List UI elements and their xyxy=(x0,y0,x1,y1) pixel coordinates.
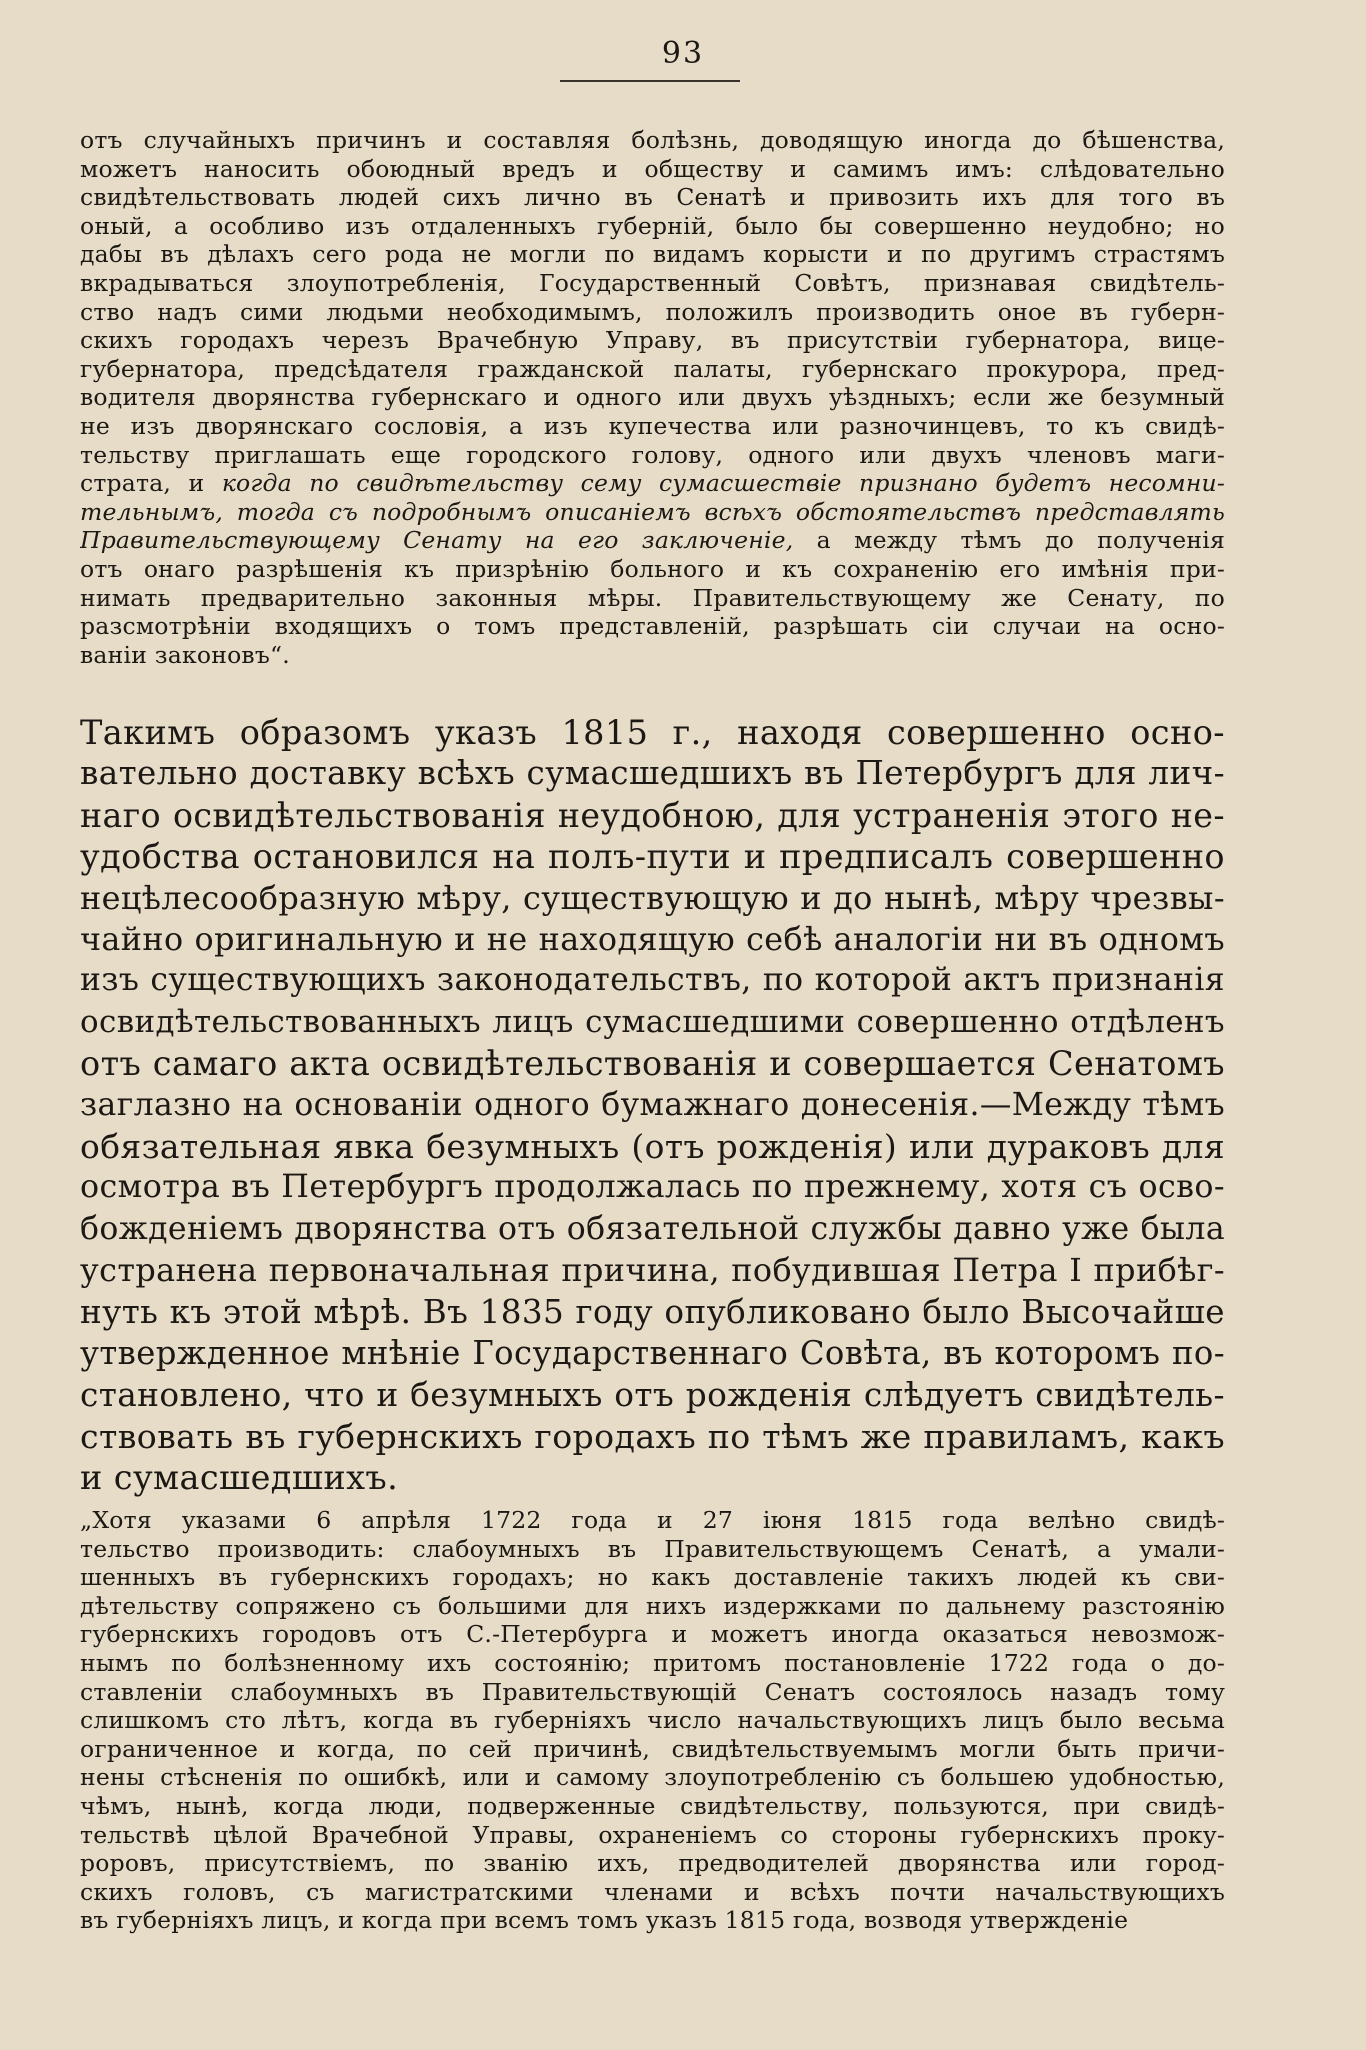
text-segment: разсмотрѣніи входящихъ о томъ представленій, разрѣшать сіи случаи на осно- xyxy=(80,612,1225,641)
text-line: осмотра въ Петербургъ продолжалась по прежнему, хотя съ осво- xyxy=(80,1169,1225,1206)
text-segment: ваніи законовъ“. xyxy=(80,640,290,669)
text-line: въ губерніяхъ лицъ, и когда при всемъ томъ указъ 1815 года, возводя утвержденіе xyxy=(80,1906,1129,1935)
text-line: удобства остановился на полъ-пути и предписалъ совершенно xyxy=(80,837,1225,877)
italic-text-segment: тельнымъ, тогда съ подробнымъ описаніемъ всѣхъ обстоятельствъ представлять xyxy=(80,497,1225,526)
text-line: освидѣтельствованныхъ лицъ сумасшедшими совершенно отдѣленъ xyxy=(80,1003,1225,1040)
text-line: наго освидѣтельствованія неудобною, для устраненія этого не- xyxy=(80,795,1225,835)
text-line xyxy=(80,498,1225,527)
page-number: 93 xyxy=(661,36,705,71)
text-segment: отъ случайныхъ причинъ и составляя болѣзнь, доводящую иногда до бѣшенства, xyxy=(80,126,1225,154)
text-line xyxy=(80,469,1225,498)
text-line xyxy=(80,555,1225,584)
text-line: Такимъ образомъ указъ 1815 г., находя совершенно осно- xyxy=(80,713,1225,752)
text-line xyxy=(80,240,1225,269)
text-line xyxy=(80,298,1225,327)
text-line: роровъ, присутствіемъ, по званію ихъ, предводителей дворянства или город- xyxy=(80,1849,1225,1878)
text-segment: ство надъ сими людьми необходимымъ, положилъ производить оное въ губерн- xyxy=(80,297,1225,326)
text-line xyxy=(80,383,1225,412)
italic-text-segment: когда по свидѣтельству сему сумасшествіе признано будетъ несомни- xyxy=(221,469,1225,498)
text-line xyxy=(80,441,1225,470)
text-line: „Хотя указами 6 апрѣля 1722 года и 27 іюня 1815 года велѣно свидѣ- xyxy=(80,1506,1225,1534)
text-line xyxy=(80,269,1225,298)
text-line: ствовать въ губернскихъ городахъ по тѣмъ же правиламъ, какъ xyxy=(80,1416,1225,1456)
quoted-decree-bottom xyxy=(80,1506,1225,1935)
text-line xyxy=(80,412,1225,441)
text-segment: страта, и xyxy=(80,469,222,498)
page-number-rule xyxy=(560,80,740,82)
text-line: и сумасшедшихъ. xyxy=(80,1458,399,1498)
text-line xyxy=(80,612,1225,641)
text-segment: дабы въ дѣлахъ сего рода не могли по видамъ корысти и по другимъ страстямъ xyxy=(80,240,1225,269)
text-line: нецѣлесообразную мѣру, существующую и до нынѣ, мѣру чрезвы- xyxy=(80,878,1225,917)
text-line xyxy=(80,355,1225,384)
text-line: тельство производить: слабоумныхъ въ Правительствующемъ Сенатѣ, а умали- xyxy=(80,1534,1225,1563)
text-line: дѣтельству сопряжено съ большими для нихъ издержками по дальнему разстоянію xyxy=(80,1591,1225,1620)
text-segment: тельству приглашать еще городского голову, одного или двухъ членовъ маги- xyxy=(80,440,1225,469)
text-line: ограниченное и когда, по сей причинѣ, свидѣтельствуемымъ могли быть причи- xyxy=(80,1734,1225,1763)
text-line: ставленіи слабоумныхъ въ Правительствующій Сенатъ состоялось назадъ тому xyxy=(80,1677,1225,1706)
text-line: вательно доставку всѣхъ сумасшедшихъ въ Петербургъ для лич- xyxy=(80,754,1225,793)
text-line: скихъ головъ, съ магистратскими членами и всѣхъ почти начальствующихъ xyxy=(80,1877,1225,1906)
text-line: чѣмъ, нынѣ, когда люди, подверженные свидѣтельству, пользуются, при свидѣ- xyxy=(80,1791,1225,1820)
text-line: слишкомъ сто лѣтъ, когда въ губерніяхъ число начальствующихъ лицъ было весьма xyxy=(80,1706,1225,1735)
text-segment: не изъ дворянскаго сословія, а изъ купечества или разночинцевъ, то къ свидѣ- xyxy=(80,411,1225,440)
text-line: обязательная явка безумныхъ (отъ рожденія) или дураковъ для xyxy=(80,1127,1225,1167)
main-paragraph xyxy=(80,712,1225,1499)
text-line: божденіемъ дворянства отъ обязательной службы давно уже была xyxy=(80,1210,1225,1247)
text-line: шенныхъ въ губернскихъ городахъ; но какъ доставленіе такихъ людей къ сви- xyxy=(80,1563,1225,1592)
text-segment: оный, а особливо изъ отдаленныхъ губерній, было бы совершенно неудобно; но xyxy=(80,211,1225,240)
text-segment: водителя дворянства губернскаго и одного или двухъ уѣздныхъ; если же безумный xyxy=(80,383,1225,412)
quoted-decree-top xyxy=(80,126,1225,669)
text-line: отъ самаго акта освидѣтельствованія и совершается Сенатомъ xyxy=(80,1044,1225,1084)
text-segment: губернатора, предсѣдателя гражданской палаты, губернскаго прокурора, пред- xyxy=(80,354,1225,383)
text-line: устранена первоначальная причина, побудившая Петра I прибѣг- xyxy=(80,1251,1225,1290)
text-line: нымъ по болѣзненному ихъ состоянію; притомъ постановленіе 1722 года о до- xyxy=(80,1648,1225,1677)
text-segment: можетъ наносить обоюдный вредъ и обществу и самимъ имъ: слѣдовательно xyxy=(80,154,1225,183)
text-segment: а между тѣмъ до полученія xyxy=(793,526,1225,555)
text-line xyxy=(80,326,1225,355)
text-segment: вкрадываться злоупотребленія, Государственный Совѣтъ, признавая свидѣтель- xyxy=(80,268,1225,297)
text-line xyxy=(80,155,1225,184)
text-line xyxy=(80,584,1225,613)
text-line: нены стѣсненія по ошибкѣ, или и самому злоупотребленію съ большею удобностью, xyxy=(80,1763,1225,1792)
text-line: чайно оригинальную и не находящую себѣ аналогіи ни въ одномъ xyxy=(80,921,1225,959)
text-line xyxy=(80,641,1225,670)
text-line: тельствѣ цѣлой Врачебной Управы, охраненіемъ со стороны губернскихъ проку- xyxy=(80,1820,1225,1849)
text-line: заглазно на основаніи одного бумажнаго донесенія.—Между тѣмъ xyxy=(80,1086,1225,1123)
text-segment: нимать предварительно законныя мѣры. Правительствующему же Сенату, по xyxy=(80,583,1225,612)
text-segment: отъ онаго разрѣшенія къ призрѣнію больного и къ сохраненію его имѣнія при- xyxy=(80,554,1225,583)
text-line xyxy=(80,126,1225,155)
italic-text-segment: Правительствующему Сенату на его заключеніе, xyxy=(80,526,794,555)
text-line: становлено, что и безумныхъ отъ рожденія слѣдуетъ свидѣтель- xyxy=(80,1375,1225,1414)
text-line: нуть къ этой мѣрѣ. Въ 1835 году опубликовано было Высочайше xyxy=(80,1292,1225,1331)
text-segment: скихъ городахъ черезъ Врачебную Управу, въ присутствіи губернатора, вице- xyxy=(80,326,1225,355)
text-segment: свидѣтельствовать людей сихъ лично въ Сенатѣ и привозить ихъ для того въ xyxy=(80,183,1225,212)
text-line: утвержденное мнѣніе Государственнаго Совѣта, въ которомъ по- xyxy=(80,1334,1225,1373)
text-line: изъ существующихъ законодательствъ, по которой актъ признанія xyxy=(80,962,1225,999)
text-line xyxy=(80,212,1225,241)
text-line xyxy=(80,183,1225,212)
text-line xyxy=(80,526,1225,555)
text-line: губернскихъ городовъ отъ С.-Петербурга и можетъ иногда оказаться невозмож- xyxy=(80,1620,1225,1649)
